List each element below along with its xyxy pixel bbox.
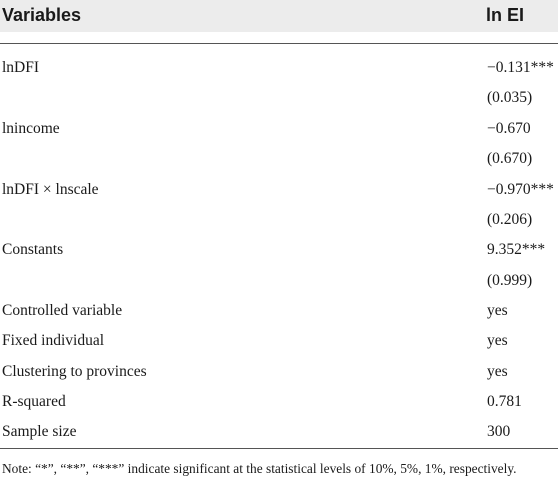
table-row	[0, 357, 558, 387]
std-error-cell: (0.670)	[487, 150, 533, 167]
table-row	[0, 205, 558, 235]
variable-cell: Clustering to provinces	[2, 363, 147, 380]
std-error-cell: (0.035)	[487, 89, 533, 106]
variables-column-header: Variables	[2, 5, 82, 25]
table-row	[0, 144, 558, 174]
table-row	[0, 387, 558, 417]
variable-cell: Constants	[2, 241, 64, 258]
table-row	[0, 235, 558, 265]
table-row	[0, 83, 558, 113]
table-row	[0, 53, 558, 83]
table-row	[0, 417, 558, 447]
bottom-rule	[0, 448, 558, 449]
variable-cell: lnincome	[2, 120, 60, 137]
table-header	[0, 0, 558, 32]
variable-cell: Controlled variable	[2, 302, 123, 319]
value-cell: yes	[487, 332, 508, 349]
ln-ei-column-header: ln EI	[486, 5, 525, 25]
value-cell: 300	[487, 423, 511, 440]
table-row	[0, 175, 558, 205]
variable-cell: R-squared	[2, 393, 66, 410]
top-rule	[0, 43, 558, 44]
value-cell: yes	[487, 363, 508, 380]
value-cell: yes	[487, 302, 508, 319]
table-row	[0, 114, 558, 144]
table-row	[0, 266, 558, 296]
table-row	[0, 296, 558, 326]
variable-cell: Sample size	[2, 423, 77, 440]
value-cell: 0.781	[487, 393, 522, 410]
value-cell: −0.670	[487, 120, 531, 137]
variable-cell: Fixed individual	[2, 332, 105, 349]
table-note: Note: “*”, “**”, “***” indicate significant at the statistical levels of 10%, 5%, 1%, respectively.	[2, 461, 517, 476]
std-error-cell: (0.206)	[487, 211, 533, 228]
value-cell: −0.970***	[487, 181, 554, 198]
std-error-cell: (0.999)	[487, 272, 533, 289]
variable-cell: lnDFI × lnscale	[2, 181, 99, 198]
table-row	[0, 326, 558, 356]
variable-cell: lnDFI	[2, 59, 40, 76]
value-cell: 9.352***	[487, 241, 546, 258]
value-cell: −0.131***	[487, 59, 554, 76]
